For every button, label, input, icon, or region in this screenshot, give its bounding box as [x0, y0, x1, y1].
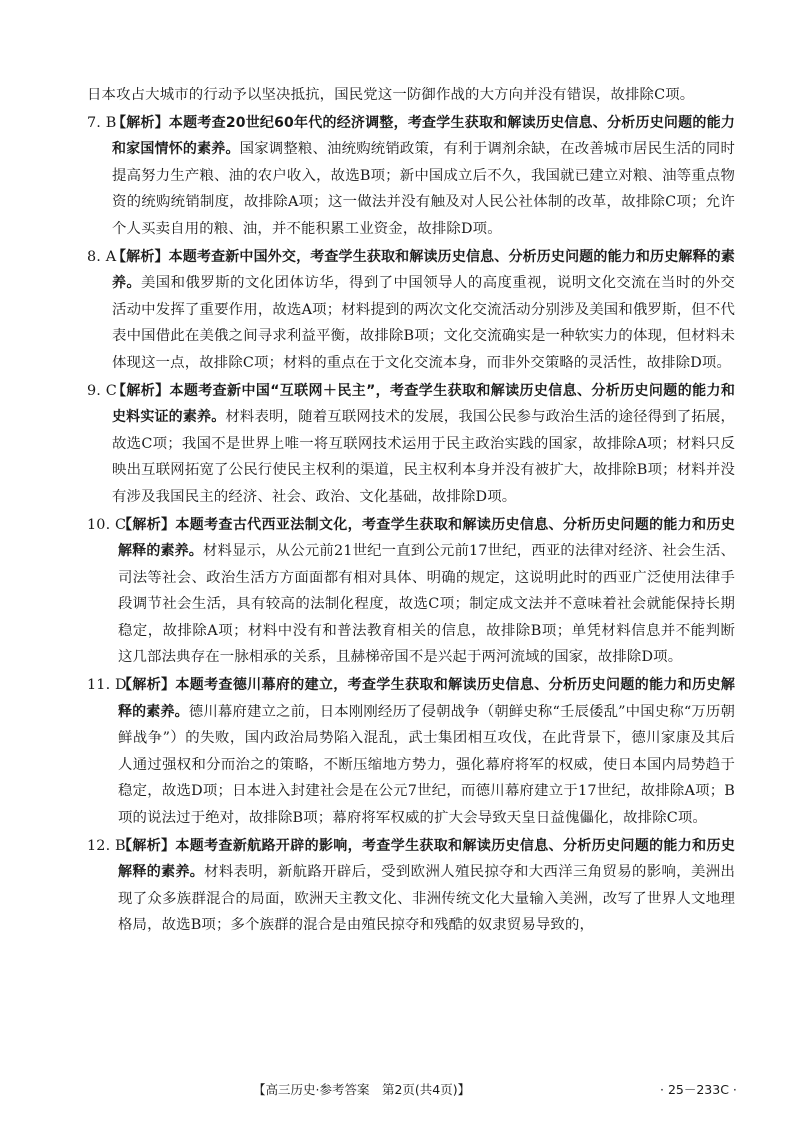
item-number: 9. C	[87, 382, 117, 399]
item-body: 美国和俄罗斯的文化团体访华，得到了中国领导人的高度重视，说明文化交流在当时的外交活动中发挥了重要作用，故选A项；材料提到的两次文化交流活动分别涉及美国和俄罗斯，但不代表中国借此在美俄之间寻求利益平衡，故排除B项；文化交流确实是一种软实力的体现，但材料未体现这一点，故排除C项；材料的重点在于文化交流本身，而非外交策略的灵活性，故排除D项。	[112, 275, 735, 371]
item-summary: 本题考查古代西亚法制文化，考查学生获取和解读历史信息、分析历史问题的能力和历史解释的素养。	[118, 516, 735, 560]
analysis-tag: 【解析】	[112, 114, 169, 131]
item-summary: 本题考查新航路开辟的影响，考查学生获取和解读历史信息、分析历史问题的能力和历史解释的素养。	[118, 837, 735, 881]
item-number: 12. B	[87, 837, 126, 854]
analysis-tag: 【解析】	[118, 677, 176, 694]
intro-paragraph: 日本攻占大城市的行动予以坚决抵抗，国民党这一防御作战的大方向并没有错误，故排除C项。	[87, 87, 695, 103]
item-number: 11. D	[87, 677, 127, 694]
item-number: 7. B	[87, 114, 117, 131]
analysis-tag: 【解析】	[112, 382, 170, 399]
item-body: 材料显示，从公元前21世纪一直到公元前17世纪，西亚的法律对经济、社会生活、司法等社会、政治生活方方面面都有相对具体、明确的规定，这说明此时的西亚广泛使用法律手段调节社会生活，具有较高的法制化程度，故选C项；制定成文法并不意味着社会就能保持长期稳定，故排除A项；材料中没有和普法教育相关的信息，故排除B项；单凭材料信息并不能判断这几部法典存在一脉相承的关系，且赫梯帝国不是兴起于两河流域的国家，故排除D项。	[118, 543, 736, 666]
item-number: 10. C	[87, 516, 127, 533]
item-body: 德川幕府建立之前，日本刚刚经历了侵朝战争（朝鲜史称“壬辰倭乱”中国史称“万历朝鲜战争”）的失败，国内政治局势陷入混乱，武士集团相互攻伐，在此背景下，德川家康及其后人通过强权和分而治之的策略，不断压缩地方势力，强化幕府将军的权威，使日本国内局势趋于稳定，故选D项；日本进入封建社会是在公元7世纪，而德川幕府建立于17世纪，故排除A项；B项的说法过于绝对，故排除B项；幕府将军权威的扩大会导致天皇日益傀儡化，故排除C项。	[118, 703, 735, 827]
answer-item-10	[87, 512, 735, 672]
item-number: 8. A	[87, 248, 117, 265]
item-body: 国家调整粮、油统购统销政策，有利于调剂余缺，在改善城市居民生活的同时提高努力生产粮、油的农户收入，故选B项；新中国成立后不久，我国就已建立对粮、油等重点物资的统购统销制度，故排除A项；这一做法并没有触及对人民公社体制的改革，故排除C项；允许个人买卖自用的粮、油，并不能积累工业资金，故排除D项。	[112, 141, 735, 237]
analysis-tag: 【解析】	[112, 248, 169, 265]
answer-item-9	[87, 378, 735, 511]
answer-page	[87, 82, 735, 939]
footer-page-info: 【高三历史·参考答案 第2页(共4页)】	[253, 1082, 471, 1097]
analysis-tag: 【解析】	[118, 837, 176, 854]
item-summary: 本题考查20世纪60年代的经济调整，考查学生获取和解读历史信息、分析历史问题的能力和家国情怀的素养。	[112, 114, 735, 158]
item-summary: 本题考查新中国“互联网＋民主”，考查学生获取和解读历史信息、分析历史问题的能力和史料实证的素养。	[112, 382, 735, 426]
answer-item-8	[87, 244, 735, 377]
item-body: 材料表明，随着互联网技术的发展，我国公民参与政治生活的途径得到了拓展，故选C项；我国不是世界上唯一将互联网技术运用于民主政治实践的国家，故排除A项；材料只反映出互联网拓宽了公民行使民主权利的渠道，民主权利本身并没有被扩大，故排除B项；材料并没有涉及我国民主的经济、社会、政治、文化基础，故排除D项。	[112, 409, 735, 505]
footer-code: · 25－233C ·	[660, 1082, 737, 1097]
answer-item-12	[87, 833, 735, 939]
answer-item-11	[87, 672, 735, 832]
page-footer	[0, 1080, 794, 1102]
answer-item-7	[87, 110, 735, 243]
item-body: 材料表明，新航路开辟后，受到欧洲人殖民掠夺和大西洋三角贸易的影响，美洲出现了众多族群混合的局面，欧洲天主教文化、非洲传统文化大量输入美洲，改写了世界人文地理格局，故选B项；多个族群的混合是由殖民掠夺和残酷的奴隶贸易导致的，	[118, 864, 735, 934]
analysis-tag: 【解析】	[118, 516, 176, 533]
item-summary: 本题考查德川幕府的建立，考查学生获取和解读历史信息、分析历史问题的能力和历史解释的素养。	[118, 677, 735, 720]
item-summary: 本题考查新中国外交，考查学生获取和解读历史信息、分析历史问题的能力和历史解释的素养。	[112, 248, 735, 292]
